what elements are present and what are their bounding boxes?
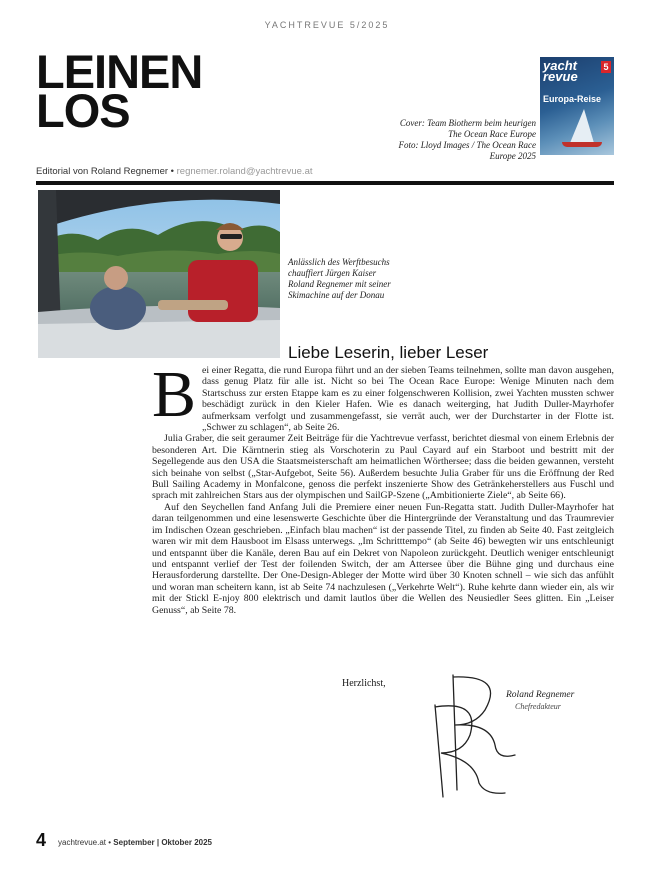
handwritten-signature	[395, 665, 525, 800]
footer-separator: •	[106, 838, 114, 847]
article-body	[152, 358, 614, 616]
photo-caption	[288, 257, 418, 301]
article-paragraph	[152, 358, 614, 434]
cover-caption	[340, 118, 536, 162]
greeting-heading: Liebe Leserin, lieber Leser	[288, 343, 489, 362]
page-title-line-2: LOS	[36, 84, 130, 137]
byline-author: Editorial von Roland Regnemer	[36, 166, 169, 177]
boat-photo-illustration	[38, 190, 280, 358]
cover-caption-line: Foto: Lloyd Images / The Ocean Race	[398, 140, 536, 150]
byline-email[interactable]: regnemer.roland@yachtrevue.at	[176, 166, 313, 177]
byline	[36, 166, 313, 177]
photo-caption-line: Skimachine auf der Donau	[288, 290, 385, 300]
running-header: YACHTREVUE 5/2025	[264, 20, 390, 30]
cover-magazine-logo: yacht revue	[543, 58, 578, 84]
photo-caption-line: chauffiert Jürgen Kaiser	[288, 268, 377, 278]
closing-line: Herzlichst,	[342, 678, 386, 689]
page-title-line-1: LEINEN	[36, 45, 203, 98]
cover-thumbnail[interactable]	[540, 57, 614, 155]
cover-sail-graphic	[570, 109, 594, 143]
photo-caption-line: Anlässlich des Werftbesuchs	[288, 257, 390, 267]
cover-feature-title: Europa-Reise	[543, 94, 602, 104]
cover-hull-graphic	[562, 142, 602, 147]
photo-caption-line: Roland Regnemer mit seiner	[288, 279, 391, 289]
signer-name: Roland Regnemer	[506, 690, 575, 700]
footer-site[interactable]: yachtrevue.at	[58, 838, 107, 847]
page-title	[36, 45, 203, 137]
article-paragraph: Auf den Seychellen fand Anfang Juli die Premiere einer neuen Fun-Regatta statt. Judith Duller-Mayrhofer hat daran teilgenommen und eine lesenswerte Geschichte über die Hintergründe der Veranstaltung und das Traumrevier im Indischen Ozean geschrieben. „Einfach blau machen“ ist der passende Titel, zu finden ab Seite 40. Fast zeitgleich waren wir mit dem Hausboot im Elsass unterwegs. „Im Schritttempo“ (ab Seite 46) bewegten wir uns entschleunigt und entspannt über die Kanäle, deren Bau auf ein Dekret von Napoleon zurückgeht. Deutlich weniger entschleunigt und entspannt verlief der Test der foilenden Switch, der am Attersee über die Bühne ging und durchaus eine Herausforderung darstellte. Der One-Design-Ableger der Motte wird über 30 Knoten schnell – wie sich das anfühlt und woran man scheitern kann, ist ab Seite 74 nachzulesen („Verkehrte Welt“). Ruhe kehrte dann wieder ein, als wir mit der Stickl E-njoy 800 elektrisch und damit lautlos über die Wellen des Neusiedler Sees glitten. Ein „Leiser Genuss“, ab Seite 78.	[152, 501, 614, 616]
footer-info	[58, 838, 212, 847]
byline-separator: •	[168, 166, 177, 177]
drop-cap: B	[152, 358, 197, 431]
cover-caption-line: Cover: Team Biotherm beim heurigen	[399, 118, 536, 128]
editorial-photo	[38, 190, 280, 358]
cover-issue-badge: 5	[601, 61, 611, 73]
signer-role: Chefredakteur	[515, 702, 561, 711]
page-number: 4	[36, 830, 47, 850]
article-paragraph: Julia Graber, die seit geraumer Zeit Beiträge für die Yachtrevue verfasst, berichtet diesmal von einem Erlebnis der besonderen Art. Die Kärntnerin stieg als Vorschoterin zu Paul Cayard auf ein Starboot und bestritt mit der Segellegende aus den USA die Staatsmeisterschaft am heimatlichen Wörthersee; dass die beiden gewannen, versteht sich beinahe von selbst („Star-Aufgebot, Seite 56). Außerdem besuchte Julia Graber für uns die Eröffnung der Red Bull Sailing Academy in Monfalcone, genoss die perfekt inszenierte Show des Getränkeherstellers aus Fuschl und sprach mit zahlreichen Stars aus der olympischen und SailGP-Szene („Ambitionierte Ziele“, ab Seite 66).	[152, 433, 614, 502]
cover-caption-line: Europe 2025	[489, 151, 536, 161]
article-paragraph-text: ei einer Regatta, die rund Europa führt und an der sieben Teams teilnehmen, sollte man davon ausgehen, dass genug Platz für alle ist. Nicht so bei The Ocean Race Europe: Wenige Minuten nach dem Startschuss zur ersten Etappe kam es zu einer folgenschweren Kollision, zwei Yachten mussten schwer beschädigt zurück in den Kieler Hafen. Wie es danach weiterging, hat Judith Duller-Mayrhofer aufmerksam verfolgt und zusammengefasst, sie verrät auch, wer der Durchstarter in der Flotte ist. „Schwer zu schlagen“, ab Seite 26.	[202, 365, 614, 434]
cover-caption-line: The Ocean Race Europe	[448, 129, 536, 139]
header-rule	[36, 181, 614, 185]
footer-date: September | Oktober 2025	[113, 838, 213, 847]
